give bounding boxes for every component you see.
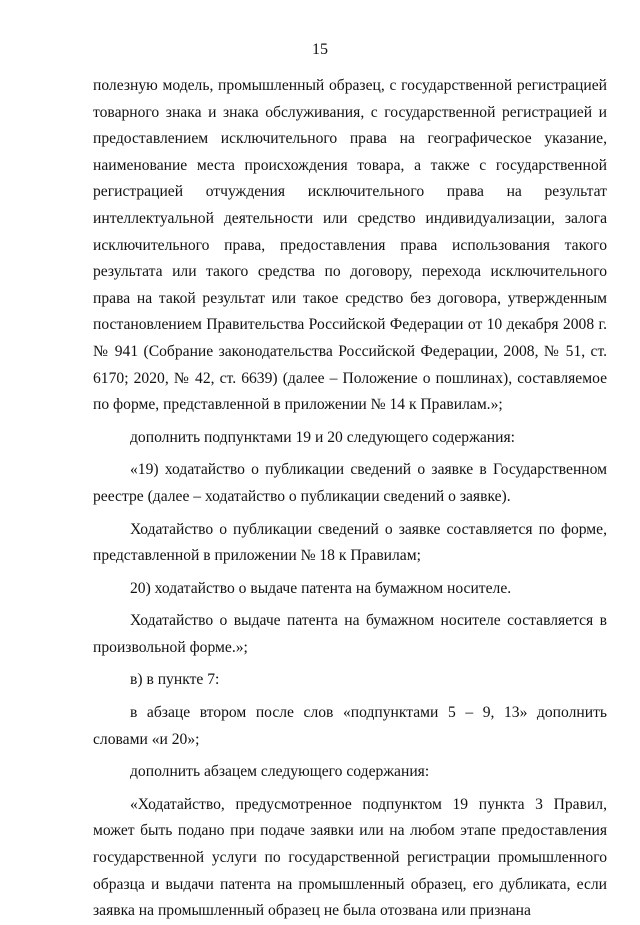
paragraph-3: «19) ходатайство о публикации сведений о заявке в Государственном реестре (далее – ходатайство о публикации сведений о заявке).: [93, 461, 607, 505]
paragraph-9: дополнить абзацем следующего содержания:: [130, 763, 430, 781]
paragraph-8: в абзаце втором после слов «подпунктами 5 – 9, 13» дополнить словами «и 20»;: [93, 704, 607, 748]
paragraph-6: Ходатайство о выдаче патента на бумажном носителе составляется в произвольной форме.»;: [93, 612, 607, 656]
paragraph-5: 20) ходатайство о выдаче патента на бумажном носителе.: [130, 579, 512, 597]
paragraph-7: в) в пункте 7:: [130, 671, 220, 689]
paragraph-1: полезную модель, промышленный образец, с государственной регистрацией товарного знака и знака обслуживания, с государственной регистрацией и предоставлением исключительного права на географическое указание, наименование места происхождения товара, а также с государственной регистрацией отчуждения исключительного права на результат интеллектуальной деятельности или средство индивидуализации, залога исключительного права, предоставления права использования такого результата или такого средства по договору, перехода исключительного права на такой результат или такое средство без договора, утвержденным постановлением Правительства Российской Федерации от 10 декабря 2008 г. № 941 (Собрание законодательства Российской Федерации, 2008, № 51, ст. 6170; 2020, № 42, ст. 6639) (далее – Положение о пошлинах), составляемое по форме, представленной в приложении № 14 к Правилам.»;: [93, 77, 607, 414]
paragraph-10: «Ходатайство, предусмотренное подпунктом 19 пункта 3 Правил, может быть подано при подаче заявки или на любом этапе предоставления государственной услуги по государственной регистрации промышленного образца и выдачи патента на промышленный образец, его дубликата, если заявка на промышленный образец не была отозвана или признана: [93, 795, 607, 920]
document-body: [93, 73, 607, 925]
paragraph-4: Ходатайство о публикации сведений о заявке составляется по форме, представленной в приложении № 18 к Правилам;: [93, 520, 607, 565]
paragraph-2: дополнить подпунктами 19 и 20 следующего содержания:: [130, 428, 515, 446]
page-number: 15: [312, 41, 328, 58]
